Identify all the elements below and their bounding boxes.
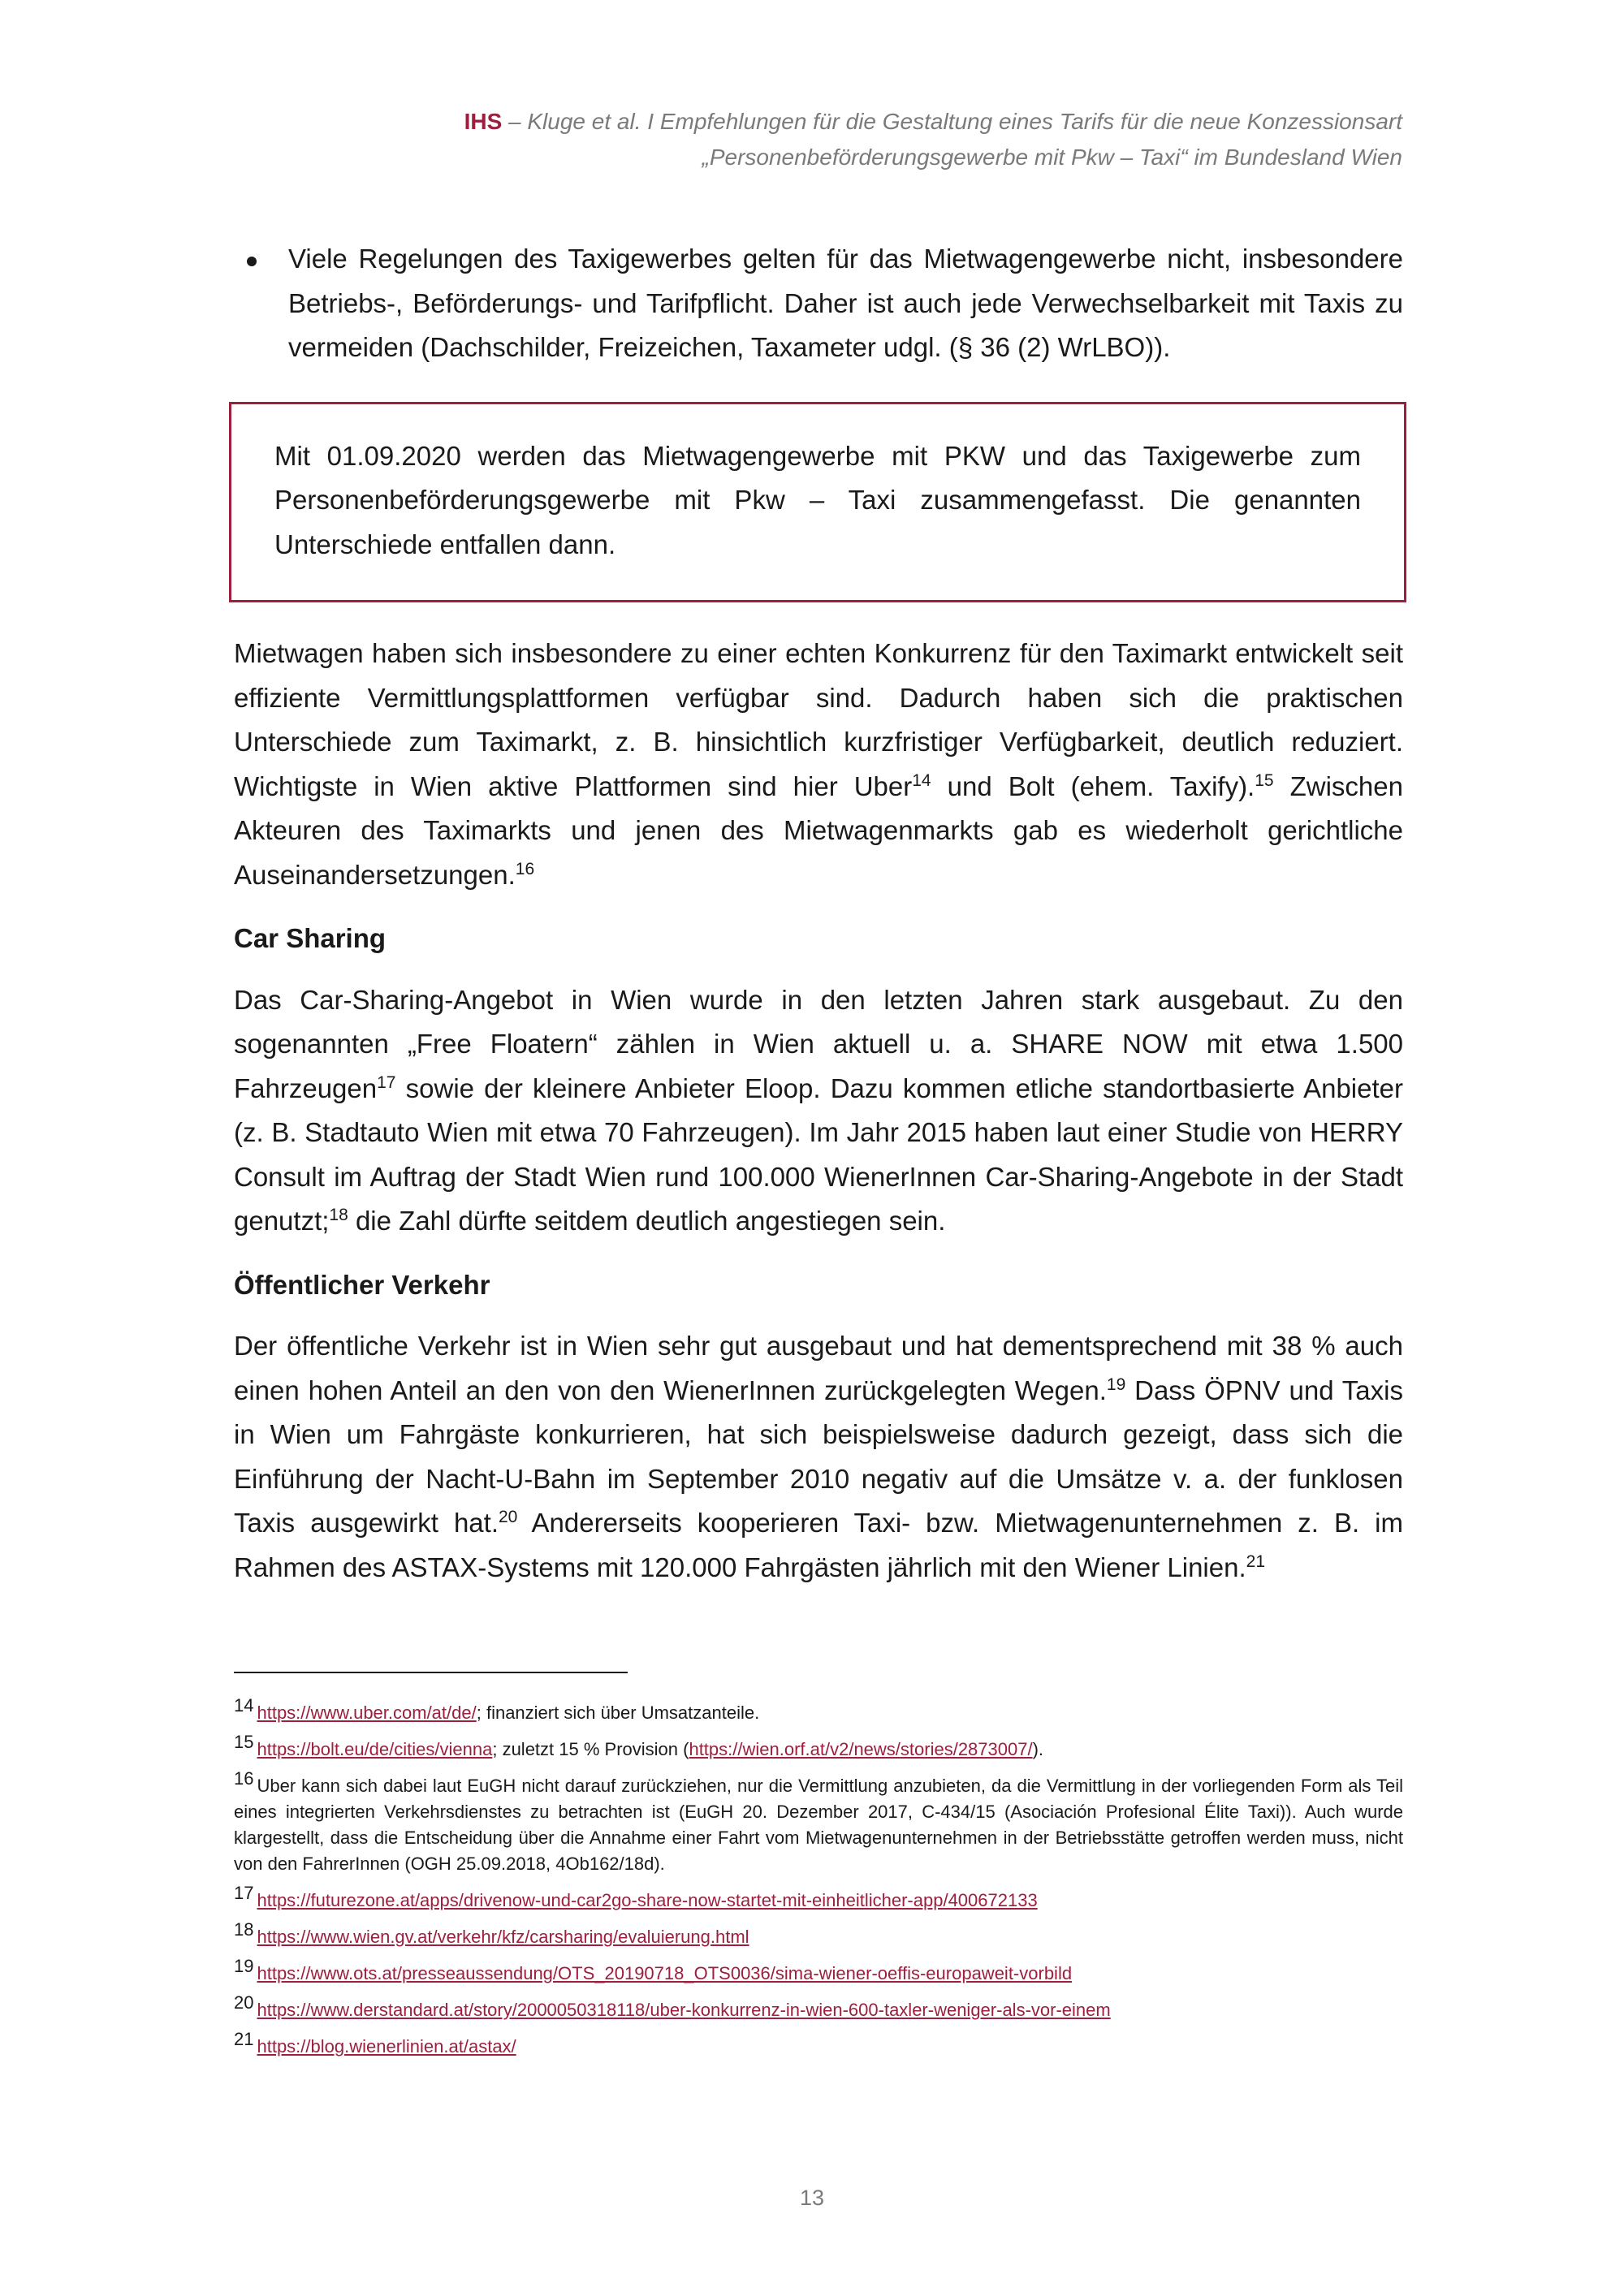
footnote-separator <box>234 1672 628 1673</box>
footnote-14-link[interactable]: https://www.uber.com/at/de/ <box>257 1703 477 1723</box>
footnote-18 <box>234 1919 1403 1950</box>
footnote-20-link[interactable]: https://www.derstandard.at/story/2000050318118/uber-konkurrenz-in-wien-600-taxler-weniger-als-vor-einem <box>257 2000 1111 2020</box>
paragraph-car-sharing <box>234 978 1403 1244</box>
footnote-15-link[interactable]: https://bolt.eu/de/cities/vienna <box>257 1739 493 1759</box>
heading-car-sharing: Car Sharing <box>234 923 387 953</box>
heading-oeffentlicher-verkehr: Öffentlicher Verkehr <box>234 1269 490 1300</box>
footnote-ref-20[interactable]: 20 <box>498 1508 518 1526</box>
footnote-15-link-2[interactable]: https://wien.orf.at/v2/news/stories/2873007/ <box>689 1739 1033 1759</box>
footnote-ref-15[interactable]: 15 <box>1255 770 1274 790</box>
paragraph-mietwagen-text-b: und Bolt (ehem. Taxify). <box>931 770 1255 801</box>
footnote-number: 21 <box>234 2029 254 2049</box>
footnote-number: 16 <box>234 1768 254 1789</box>
paragraph-oeffentlicher-verkehr <box>234 1324 1403 1590</box>
footnote-number: 14 <box>234 1695 254 1716</box>
footnote-16 <box>234 1768 1403 1877</box>
footnote-14 <box>234 1695 1403 1726</box>
footnote-number: 17 <box>234 1883 254 1903</box>
header-line-1-text: – Kluge et al. I Empfehlungen für die Gestaltung eines Tarifs für die neue Konzessionsart <box>502 109 1402 134</box>
footnote-ref-18[interactable]: 18 <box>329 1206 348 1224</box>
footnotes <box>234 1695 1403 2070</box>
footnote-number: 15 <box>234 1732 254 1752</box>
footnote-number: 18 <box>234 1919 254 1940</box>
bullet-item <box>234 237 1403 370</box>
paragraph-oev-text-c: Andererseits kooperieren Taxi- bzw. Mietwagenunternehmen z. B. im Rahmen des ASTAX-Systems mit 120.000 Fahrgästen jährlich mit den Wiener Linien. <box>234 1508 1403 1582</box>
paragraph-oev-text-a: Der öffentliche Verkehr ist in Wien sehr gut ausgebaut und hat dementsprechend mit 38 % auch einen hohen Anteil an den von den WienerInnen zurückgelegten Wegen. <box>234 1331 1403 1405</box>
footnote-ref-17[interactable]: 17 <box>377 1072 396 1092</box>
footnote-21-link[interactable]: https://blog.wienerlinien.at/astax/ <box>257 2036 516 2056</box>
footnote-18-link[interactable]: https://www.wien.gv.at/verkehr/kfz/carsharing/evaluierung.html <box>257 1927 749 1947</box>
footnote-number: 20 <box>234 1992 254 2013</box>
footnote-14-text: ; finanziert sich über Umsatzanteile. <box>476 1703 760 1723</box>
footnote-21 <box>234 2029 1403 2060</box>
highlight-box-text: Mit 01.09.2020 werden das Mietwagengewerbe mit PKW und das Taxigewerbe zum Personenbeförderungsgewerbe mit Pkw – Taxi zusammengefasst. Die genannten Unterschiede entfallen dann. <box>274 440 1361 559</box>
footnote-ref-21[interactable]: 21 <box>1246 1552 1265 1571</box>
footnote-20 <box>234 1992 1403 2023</box>
footnote-17 <box>234 1883 1403 1914</box>
footnote-ref-16[interactable]: 16 <box>515 859 535 878</box>
main-content <box>234 237 1403 1590</box>
paragraph-car-sharing-text-a: Das Car-Sharing-Angebot in Wien wurde in den letzten Jahren stark ausgebaut. Zu den sogenannten „Free Floatern“ zählen in Wien aktuell u. a. SHARE NOW mit etwa 1.500 Fahrzeugen <box>234 984 1403 1103</box>
footnote-15-text-2: ). <box>1032 1739 1044 1759</box>
header-line-1 <box>464 104 1402 140</box>
footnote-ref-19[interactable]: 19 <box>1106 1375 1126 1394</box>
paragraph-mietwagen-text-c: Zwischen Akteuren des Taximarkts und jenen des Mietwagenmarkts gab es wiederholt gerichtliche Auseinandersetzungen. <box>234 770 1403 890</box>
footnote-number: 19 <box>234 1956 254 1976</box>
paragraph-mietwagen <box>234 632 1403 897</box>
running-header <box>464 104 1402 175</box>
header-brand: IHS <box>464 109 503 134</box>
footnote-19 <box>234 1956 1403 1987</box>
bullet-dot-icon <box>247 257 257 266</box>
footnote-15-text: ; zuletzt 15 % Provision ( <box>492 1739 689 1759</box>
header-line-2: „Personenbeförderungsgewerbe mit Pkw – Taxi“ im Bundesland Wien <box>702 145 1402 170</box>
bullet-text: Viele Regelungen des Taxigewerbes gelten für das Mietwagengewerbe nicht, insbesondere Betriebs-, Beförderungs- und Tarifpflicht. Daher ist auch jede Verwechselbarkeit mit Taxis zu vermeiden (Dachschilder, Freizeichen, Taxameter udgl. (§ 36 (2) WrLBO)). <box>288 244 1403 362</box>
footnote-17-link[interactable]: https://futurezone.at/apps/drivenow-und-car2go-share-now-startet-mit-einheitlicher-app/400672133 <box>257 1890 1038 1910</box>
paragraph-oev-text-b: Dass ÖPNV und Taxis in Wien um Fahrgäste konkurrieren, hat sich beispielsweise dadurch gezeigt, dass sich die Einführung der Nacht-U-Bahn im September 2010 negativ auf die Umsätze v. a. der funklosen Taxis ausgewirkt hat. <box>234 1375 1403 1538</box>
footnote-16-text: Uber kann sich dabei laut EuGH nicht darauf zurückziehen, nur die Vermittlung anzubieten, da die Vermittlung in der vorliegenden Form als Teil eines integrierten Verkehrsdienstes zu betrachten ist (EuGH 20. Dezember 2017, C-434/15 (Asociación Profesional Élite Taxi)). Auch wurde klargestellt, dass die Entscheidung über die Annahme einer Fahrt vom Mietwagenunternehmen in der Betriebsstätte getroffen werden muss, nicht von den FahrerInnen (OGH 25.09.2018, 4Ob162/18d). <box>234 1776 1403 1874</box>
footnote-15 <box>234 1732 1403 1763</box>
footnote-19-link[interactable]: https://www.ots.at/presseaussendung/OTS_20190718_OTS0036/sima-wiener-oeffis-europaweit-vorbild <box>257 1963 1073 1983</box>
paragraph-car-sharing-text-b: sowie der kleinere Anbieter Eloop. Dazu kommen etliche standortbasierte Anbieter (z. B. Stadtauto Wien mit etwa 70 Fahrzeugen). Im Jahr 2015 haben laut einer Studie von HERRY Consult im Auftrag der Stadt Wien rund 100.000 WienerInnen Car-Sharing-Angebote in der Stadt genutzt; <box>234 1072 1403 1236</box>
paragraph-mietwagen-text-a: Mietwagen haben sich insbesondere zu einer echten Konkurrenz für den Taximarkt entwickelt seit effiziente Vermittlungsplattformen verfügbar sind. Dadurch haben sich die praktischen Unterschiede zum Taximarkt, z. B. hinsichtlich kurzfristiger Verfügbarkeit, deutlich reduziert. Wichtigste in Wien aktive Plattformen sind hier Uber <box>234 638 1403 801</box>
page-number: 13 <box>799 2186 825 2210</box>
footnote-ref-14[interactable]: 14 <box>912 770 931 790</box>
highlight-box <box>229 402 1406 603</box>
paragraph-car-sharing-text-c: die Zahl dürfte seitdem deutlich angestiegen sein. <box>348 1206 946 1236</box>
